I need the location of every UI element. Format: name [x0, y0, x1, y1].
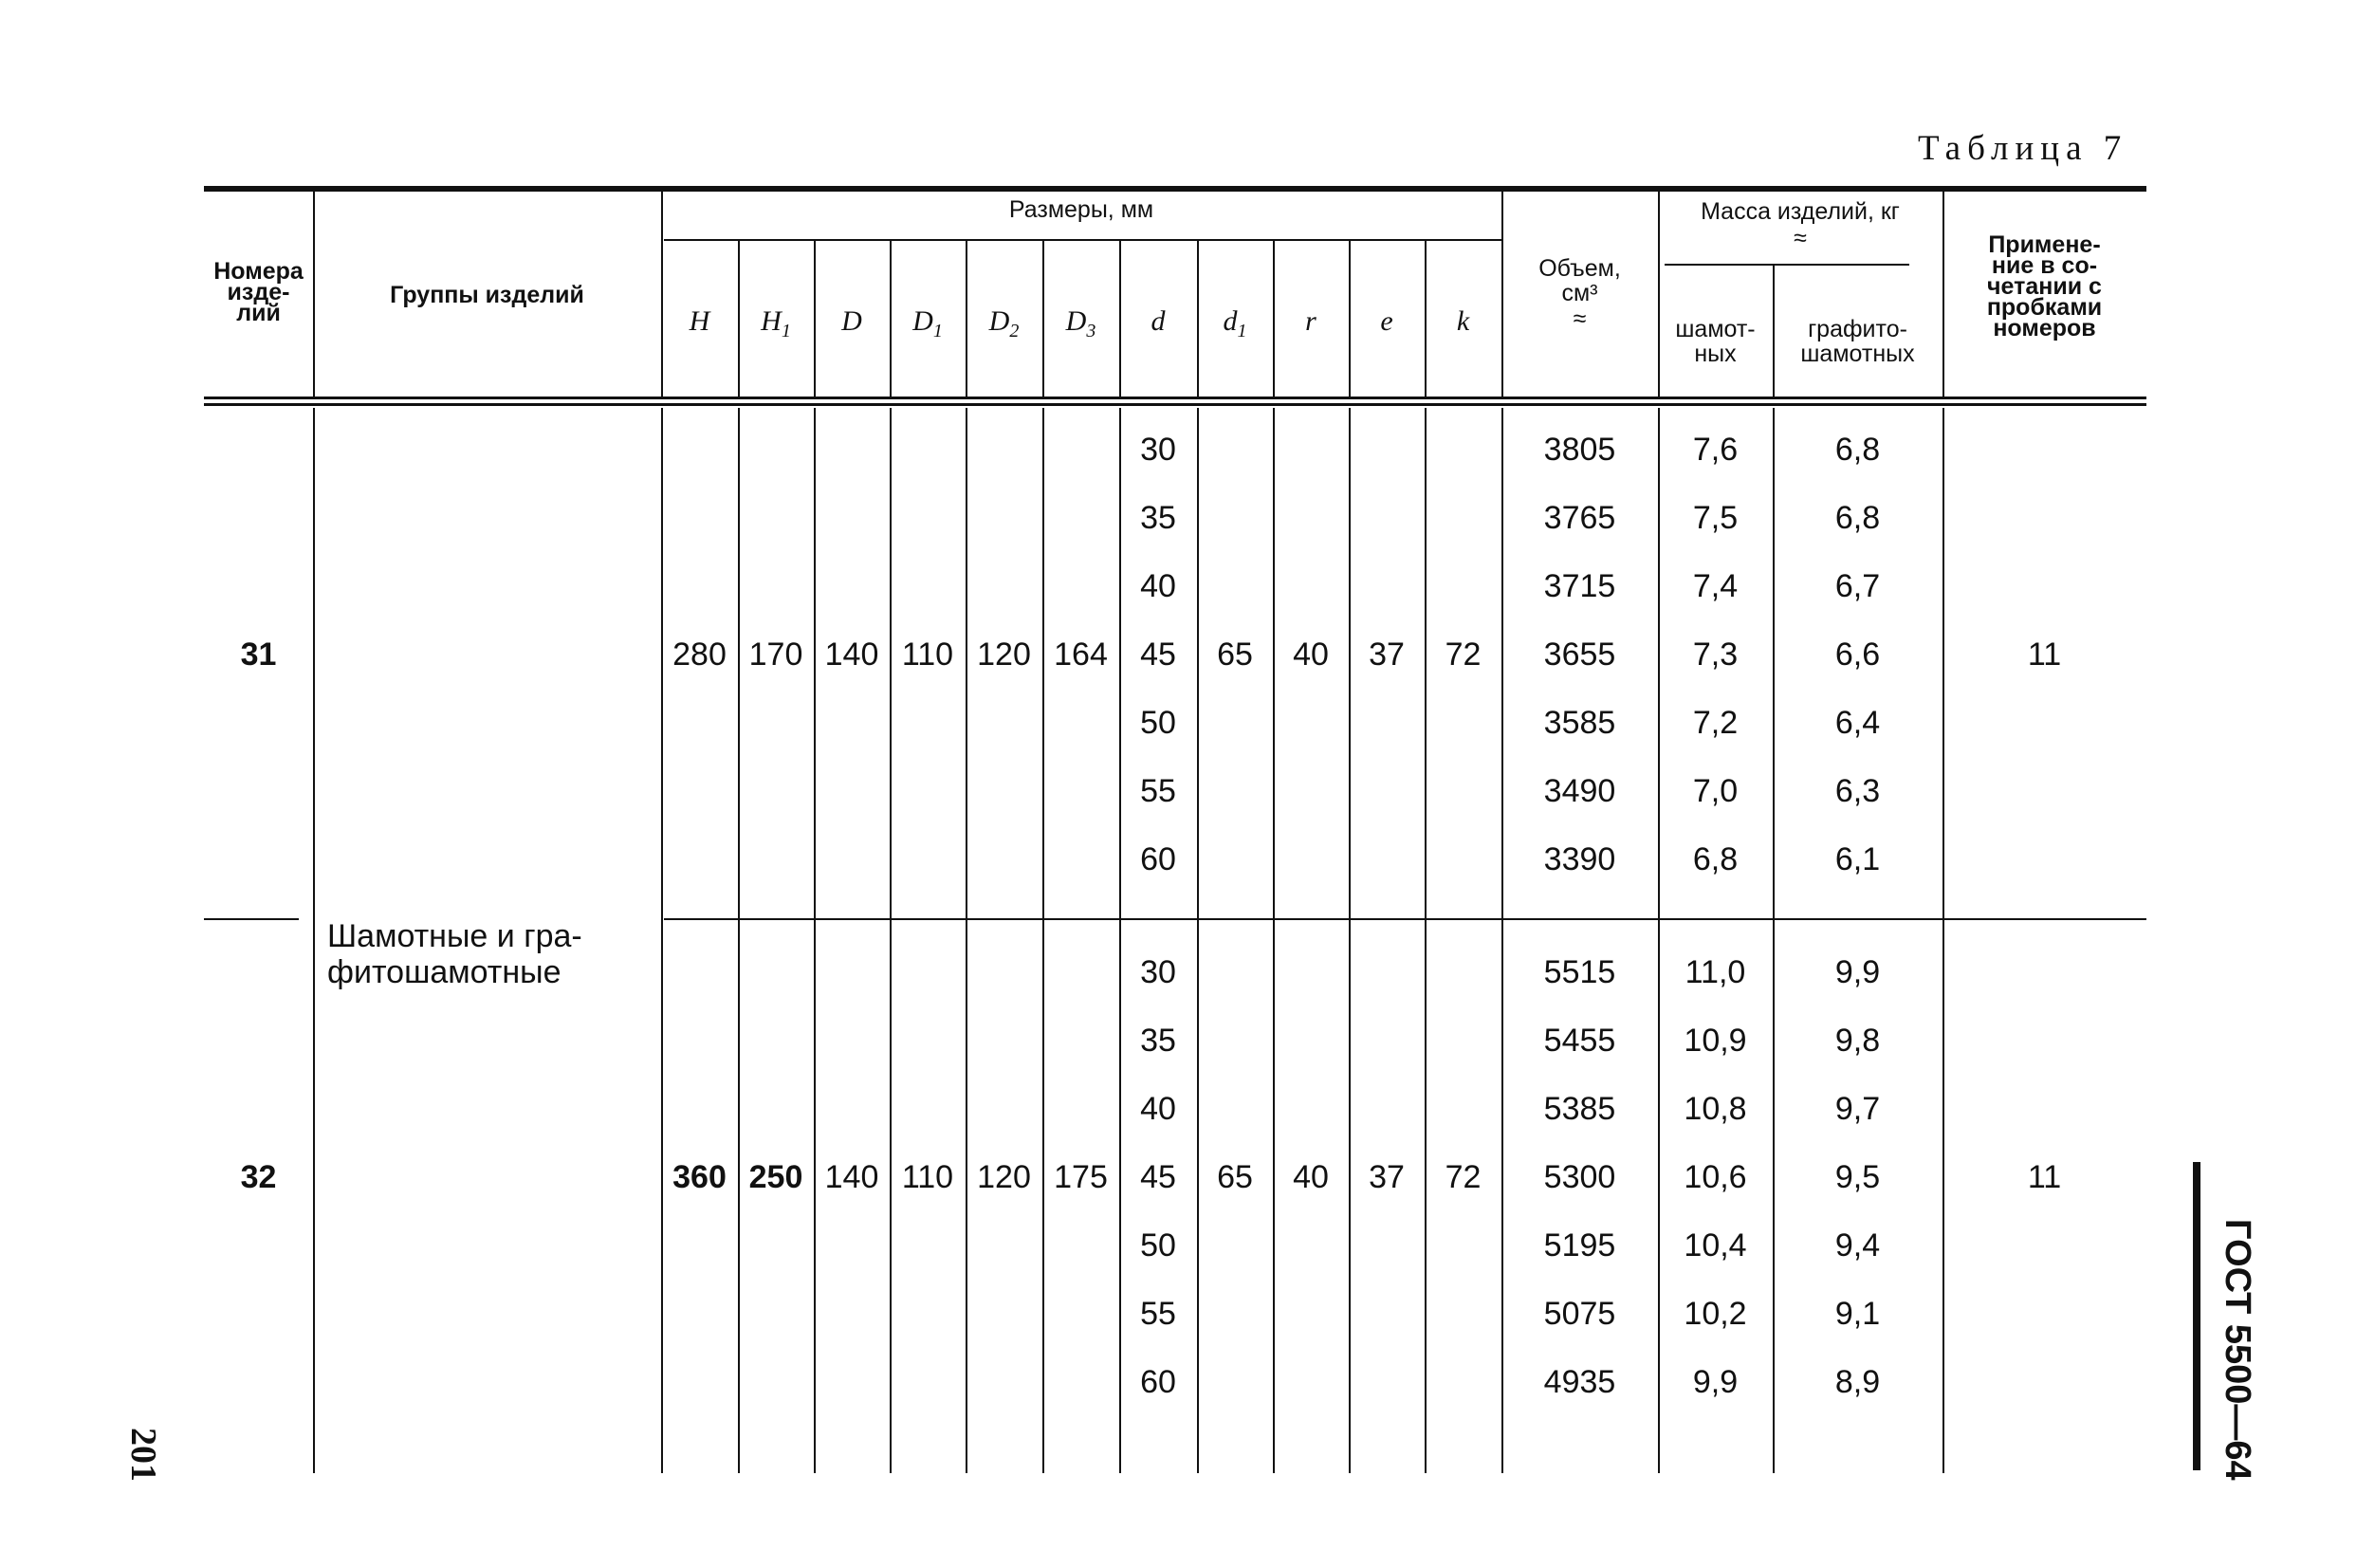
cell-mass-shamot: 10,8	[1684, 1091, 1747, 1127]
row-number: 31	[240, 636, 277, 673]
header-mass-shamot-line: шамот-	[1675, 316, 1756, 342]
cell-volume: 5195	[1543, 1227, 1616, 1264]
cell-mass-graphite: 6,1	[1834, 841, 1881, 877]
cell-volume: 3765	[1543, 500, 1616, 536]
header-size-e: e	[1380, 305, 1393, 337]
body-column-line	[313, 408, 315, 1473]
cell-d: 60	[1140, 841, 1176, 877]
cell-volume: 3390	[1543, 841, 1616, 877]
header-application-line: пробками	[1986, 294, 2103, 321]
cell-volume: 3715	[1543, 568, 1616, 604]
group-split-left-rule	[204, 918, 299, 920]
side-reference: ГОСТ 5500—64	[2218, 1219, 2257, 1481]
cell-mass-shamot: 10,2	[1684, 1296, 1747, 1332]
cell-d: 40	[1140, 568, 1176, 604]
group-name-line: фитошамотные	[327, 954, 562, 990]
group-split-right-rule	[664, 918, 2146, 920]
header-group: Группы изделий	[390, 282, 584, 308]
header-size-D3: $D_3$	[1065, 305, 1096, 341]
cell-d: 45	[1140, 636, 1176, 673]
group-name-line: Шамотные и гра-	[327, 918, 582, 954]
header-mass-graphite-line: шамотных	[1800, 341, 1915, 367]
cell-mass-graphite: 6,3	[1834, 773, 1881, 809]
cell-mass-shamot: 6,8	[1692, 841, 1739, 877]
cell-e: 37	[1369, 1159, 1405, 1195]
body-column-line	[1273, 408, 1275, 1473]
header-volume-approx: ≈	[1573, 305, 1587, 332]
row-number: 32	[240, 1159, 277, 1195]
cell-r: 40	[1293, 1159, 1329, 1195]
body-column-line	[890, 408, 892, 1473]
header-application-line: четании с	[1987, 273, 2102, 300]
cell-mass-graphite: 9,1	[1834, 1296, 1881, 1332]
body-column-line	[966, 408, 967, 1473]
cell-k: 72	[1445, 636, 1482, 673]
table-title: Таблица 7	[1918, 129, 2128, 168]
cell-mass-shamot: 7,0	[1692, 773, 1739, 809]
cell-mass-graphite: 6,8	[1834, 500, 1881, 536]
side-reference-bar	[2193, 1162, 2200, 1470]
header-size-D1: $D_1$	[912, 305, 943, 341]
cell-d1: 65	[1217, 1159, 1253, 1195]
cell-mass-shamot: 7,4	[1692, 568, 1739, 604]
body-column-line	[1197, 408, 1199, 1473]
header-size-d: d	[1151, 305, 1166, 337]
page-number: 201	[123, 1428, 163, 1482]
cell-volume: 5385	[1543, 1091, 1616, 1127]
cell-volume: 3805	[1543, 432, 1616, 468]
cell-H1: 170	[748, 636, 803, 673]
header-mass-caption: Масса изделий, кг	[1701, 198, 1900, 225]
cell-d: 40	[1140, 1091, 1176, 1127]
header-size-k: k	[1456, 305, 1470, 337]
header-size-d1: $d_1$	[1223, 305, 1247, 341]
cell-H: 360	[672, 1159, 727, 1195]
cell-D: 140	[824, 1159, 879, 1195]
cell-d: 50	[1140, 1227, 1176, 1264]
header-bottom-rule-2	[204, 403, 2146, 406]
cell-volume: 3655	[1543, 636, 1616, 673]
header-number-line: изде-	[227, 279, 290, 305]
header-number-line: лий	[236, 300, 281, 326]
cell-volume: 5075	[1543, 1296, 1616, 1332]
table-top-rule	[204, 186, 2146, 192]
cell-r: 40	[1293, 636, 1329, 673]
cell-D: 140	[824, 636, 879, 673]
header-size-D2: $D_2$	[988, 305, 1020, 341]
cell-volume: 3490	[1543, 773, 1616, 809]
cell-mass-shamot: 7,5	[1692, 500, 1739, 536]
cell-D2: 120	[977, 1159, 1031, 1195]
cell-application: 11	[2027, 636, 2062, 673]
cell-mass-shamot: 7,3	[1692, 636, 1739, 673]
cell-d: 55	[1140, 1296, 1176, 1332]
header-application-line: Примене-	[1988, 231, 2101, 258]
cell-d1: 65	[1217, 636, 1253, 673]
cell-D2: 120	[977, 636, 1031, 673]
cell-mass-graphite: 6,7	[1834, 568, 1881, 604]
cell-mass-graphite: 9,8	[1834, 1023, 1881, 1059]
cell-mass-shamot: 7,2	[1692, 705, 1739, 741]
cell-d: 60	[1140, 1364, 1176, 1400]
cell-D1: 110	[901, 636, 954, 673]
cell-D3: 164	[1054, 636, 1108, 673]
cell-volume: 4935	[1543, 1364, 1616, 1400]
header-volume: Объем,	[1538, 255, 1621, 282]
header-number-line: Номера	[213, 258, 304, 285]
cell-d: 55	[1140, 773, 1176, 809]
cell-d: 35	[1140, 1023, 1176, 1059]
body-column-line	[814, 408, 816, 1473]
cell-mass-graphite: 6,6	[1834, 636, 1881, 673]
cell-volume: 3585	[1543, 705, 1616, 741]
cell-H: 280	[672, 636, 727, 673]
header-mass-graphite-line: графито-	[1808, 316, 1907, 342]
cell-H1: 250	[748, 1159, 803, 1195]
cell-mass-shamot: 7,6	[1692, 432, 1739, 468]
cell-mass-graphite: 6,8	[1834, 432, 1881, 468]
cell-mass-graphite: 9,5	[1834, 1159, 1881, 1195]
cell-D3: 175	[1054, 1159, 1108, 1195]
cell-mass-shamot: 11,0	[1685, 954, 1746, 990]
body-column-line	[661, 408, 663, 1473]
header-application-line: номеров	[1993, 315, 2096, 341]
header-volume-unit: см³	[1561, 280, 1598, 306]
body-column-line	[738, 408, 740, 1473]
cell-d: 30	[1140, 954, 1176, 990]
header-mass-approx: ≈	[1794, 225, 1807, 251]
cell-mass-graphite: 8,9	[1834, 1364, 1881, 1400]
cell-mass-graphite: 9,4	[1834, 1227, 1881, 1264]
cell-d: 30	[1140, 432, 1176, 468]
cell-d: 50	[1140, 705, 1176, 741]
header-bottom-rule-1	[204, 397, 2146, 399]
cell-k: 72	[1445, 1159, 1482, 1195]
body-column-line	[1042, 408, 1044, 1473]
mass-subheader-rule	[1665, 264, 1909, 266]
header-sizes-caption: Размеры, мм	[1008, 196, 1154, 223]
cell-volume: 5300	[1543, 1159, 1616, 1195]
header-size-r: r	[1305, 305, 1316, 337]
cell-mass-shamot: 10,6	[1684, 1159, 1747, 1195]
header-size-H1: $H_1$	[761, 305, 791, 341]
cell-e: 37	[1369, 636, 1405, 673]
body-column-line	[1425, 408, 1427, 1473]
cell-mass-shamot: 10,4	[1684, 1227, 1747, 1264]
cell-mass-graphite: 9,9	[1834, 954, 1881, 990]
cell-volume: 5455	[1543, 1023, 1616, 1059]
cell-mass-graphite: 9,7	[1834, 1091, 1881, 1127]
cell-application: 11	[2027, 1159, 2062, 1195]
header-size-D: D	[841, 305, 862, 337]
body-column-line	[1942, 408, 1944, 1473]
cell-d: 45	[1140, 1159, 1176, 1195]
sizes-subheader-rule	[664, 239, 1501, 241]
header-mass-shamot-line: ных	[1694, 341, 1737, 367]
header-size-H: H	[689, 305, 710, 337]
cell-mass-shamot: 10,9	[1684, 1023, 1747, 1059]
cell-mass-graphite: 6,4	[1834, 705, 1881, 741]
cell-mass-shamot: 9,9	[1692, 1364, 1739, 1400]
body-column-line	[1349, 408, 1351, 1473]
cell-D1: 110	[901, 1159, 954, 1195]
cell-d: 35	[1140, 500, 1176, 536]
cell-volume: 5515	[1543, 954, 1616, 990]
header-application-line: ние в со-	[1991, 252, 2098, 279]
